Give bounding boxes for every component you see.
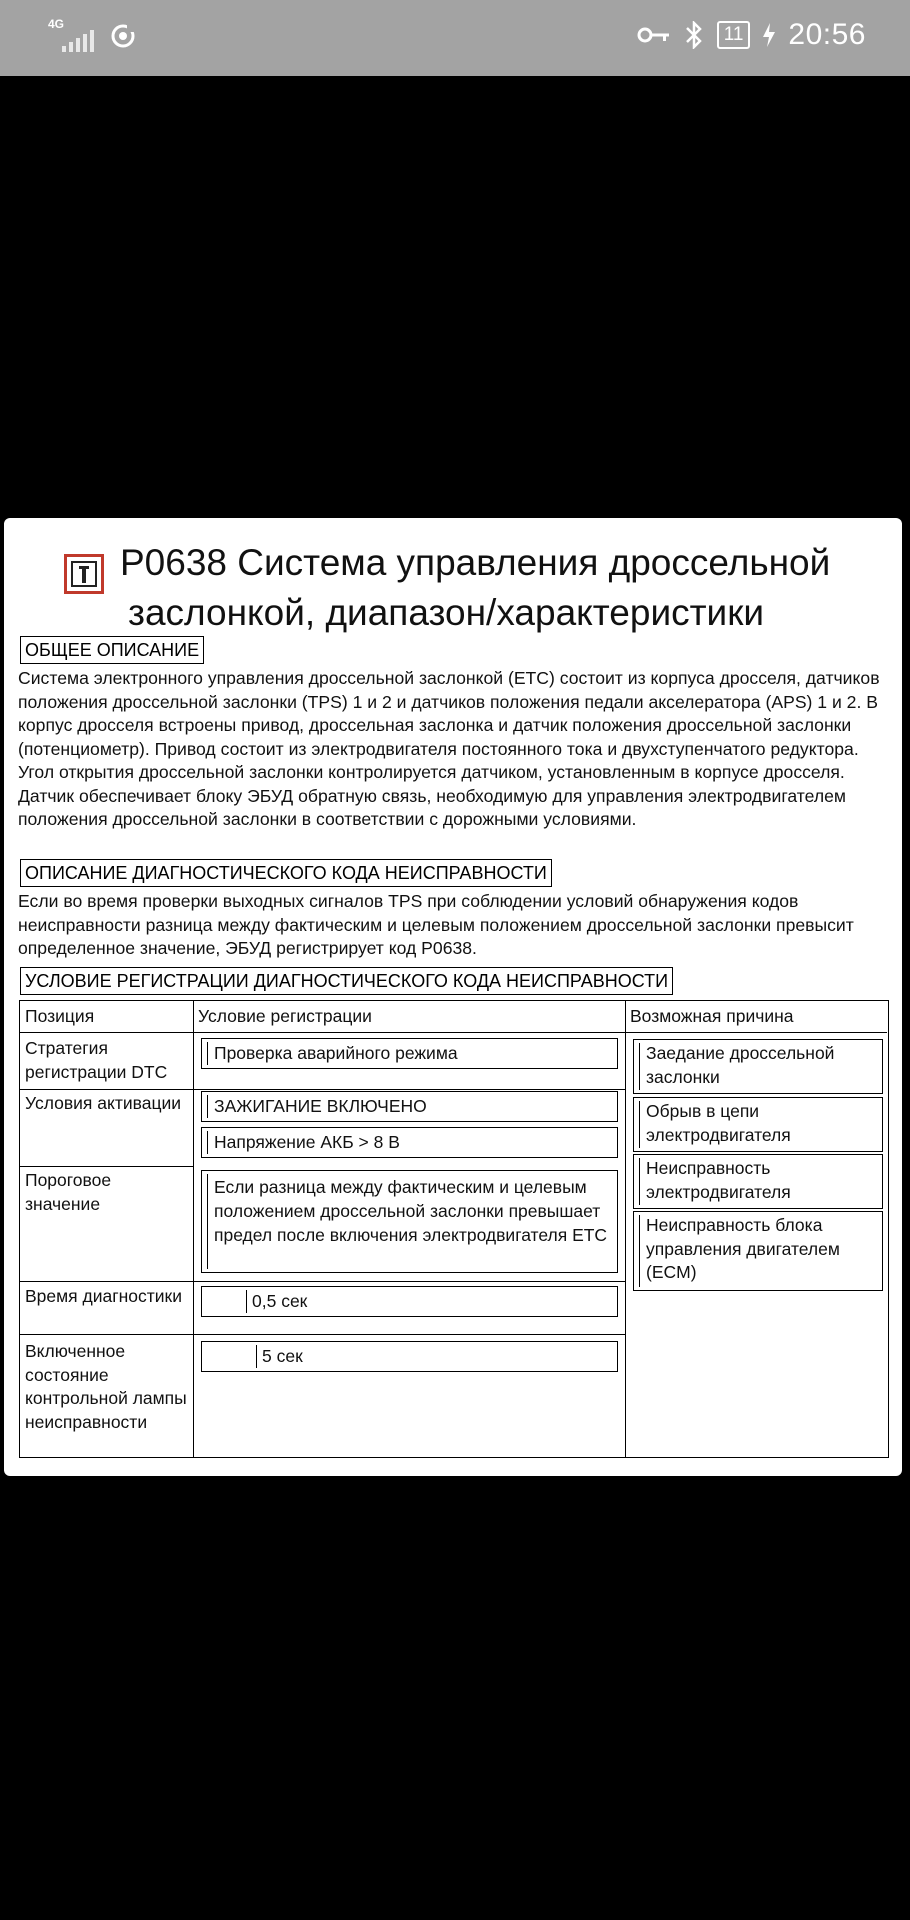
cause-item-3: Неисправность электродвигателя: [633, 1154, 883, 1209]
cause-item-2: Обрыв в цепи электродвигателя: [633, 1097, 883, 1152]
signal-icon: [48, 18, 96, 54]
row-label-mil: Включенное состояние контрольной лампы неисправности: [25, 1341, 187, 1432]
activation-value-2: Напряжение АКБ > 8 В: [201, 1127, 618, 1158]
strategy-value: Проверка аварийного режима: [201, 1038, 618, 1069]
mil-value: 5 сек: [201, 1341, 618, 1372]
document-card: [4, 518, 902, 1476]
title-block: [64, 538, 884, 638]
general-heading: ОБЩЕЕ ОПИСАНИЕ: [20, 636, 204, 664]
sync-icon: [110, 23, 136, 49]
condition-heading: УСЛОВИЕ РЕГИСТРАЦИИ ДИАГНОСТИЧЕСКОГО КОДА НЕИСПРАВНОСТИ: [20, 967, 673, 995]
general-text: Система электронного управления дроссельной заслонкой (ETC) состоит из корпуса дросселя, датчиков положения дроссельной заслонки (TPS) 1 и 2 и датчиков положения педали акселератора (APS) 1 и 2. В корпус дросселя встроены привод, дроссельная заслонка и датчик положения дроссельной заслонки (потенциометр). Привод состоит из электродвигателя постоянного тока и двухступенчатого редуктора. Угол открытия дроссельной заслонки контролируется датчиком, установленным в корпусе дросселя. Датчик обеспечивает блоку ЭБУД обратную связь, необходимую для управления электродвигателем положения дроссельной заслонки в соответствии с дорожными условиями.: [18, 668, 880, 829]
cause-item-4: Неисправность блока управления двигателем (ECM): [633, 1211, 883, 1291]
cause-item-1: Заедание дроссельной заслонки: [633, 1039, 883, 1094]
charging-icon: [762, 23, 776, 47]
threshold-value: Если разница между фактическим и целевым положением дроссельной заслонки превышает предел после включения электродвигателя ETC: [201, 1170, 618, 1273]
network-type: 4G: [48, 17, 65, 31]
header-cause: Возможная причина: [630, 1006, 794, 1026]
status-bar: [0, 0, 910, 76]
row-label-activation: Условия активации: [25, 1093, 182, 1113]
diag-time-value: 0,5 сек: [201, 1286, 618, 1317]
title-line-2: заслонкой, диапазон/характеристики: [128, 592, 765, 633]
key-icon: [637, 25, 671, 45]
status-right: [637, 18, 866, 52]
dtc-text: Если во время проверки выходных сигналов TPS при соблюдении условий обнаружения кодов неисправности разница между фактическим и целевым положением дроссельной заслонки превысит определенное значение, ЭБУД регистрирует код P0638.: [18, 891, 854, 958]
battery-indicator: 11: [717, 21, 751, 49]
page-title: [64, 538, 884, 638]
header-condition: Условие регистрации: [198, 1006, 372, 1026]
clock: 20:56: [788, 18, 866, 51]
info-icon: [64, 554, 104, 594]
row-label-threshold: Пороговое значение: [25, 1170, 112, 1214]
title-line-1: P0638 Система управления дроссельной: [120, 542, 831, 583]
row-label-diag-time: Время диагностики: [25, 1286, 182, 1306]
bluetooth-icon: [683, 21, 705, 49]
row-label-strategy: Стратегия регистрации DTC: [25, 1038, 168, 1082]
status-left: [48, 18, 136, 54]
activation-value-1: ЗАЖИГАНИЕ ВКЛЮЧЕНО: [201, 1091, 618, 1122]
header-position: Позиция: [25, 1006, 95, 1026]
condition-table: [19, 1000, 889, 1458]
dtc-heading: ОПИСАНИЕ ДИАГНОСТИЧЕСКОГО КОДА НЕИСПРАВНОСТИ: [20, 859, 552, 887]
